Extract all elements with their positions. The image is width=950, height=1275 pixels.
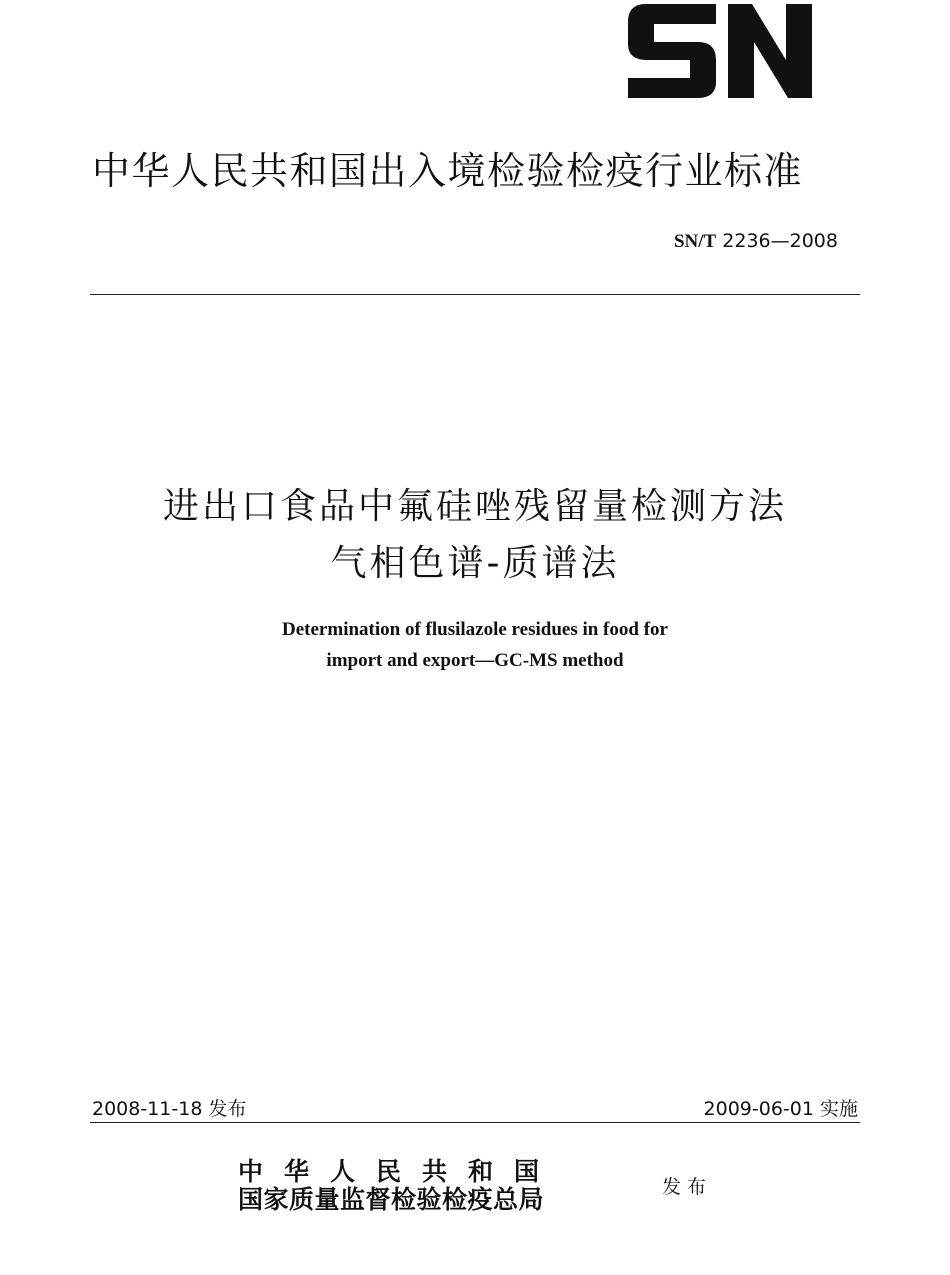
standard-code: 2236—2008: [722, 230, 838, 252]
industry-standard-title: 中华人民共和国出入境检验检疫行业标准: [92, 149, 804, 193]
publisher-line2: 国家质量监督检验检疫总局: [238, 1185, 545, 1214]
title-cn-line1: 进出口食品中氟硅唑残留量检测方法: [162, 486, 787, 527]
sn-logo: [628, 4, 812, 98]
title-en-line2: import and export—GC-MS method: [326, 650, 624, 671]
title-cn-line2: 气相色谱-质谱法: [330, 543, 620, 584]
publish-label: 发布: [662, 1176, 713, 1198]
top-divider: [90, 294, 860, 295]
bottom-divider: [90, 1122, 860, 1123]
implementation-date: 2009-06-01 实施: [703, 1098, 858, 1120]
publisher-line1: 中华人民共和国: [238, 1157, 561, 1186]
standard-prefix: SN/T: [673, 231, 717, 252]
issue-date: 2008-11-18 发布: [92, 1098, 247, 1120]
standard-number: [674, 230, 838, 253]
publisher-block: [238, 1158, 560, 1214]
title-en-line1: Determination of flusilazole residues in food for: [282, 619, 668, 640]
